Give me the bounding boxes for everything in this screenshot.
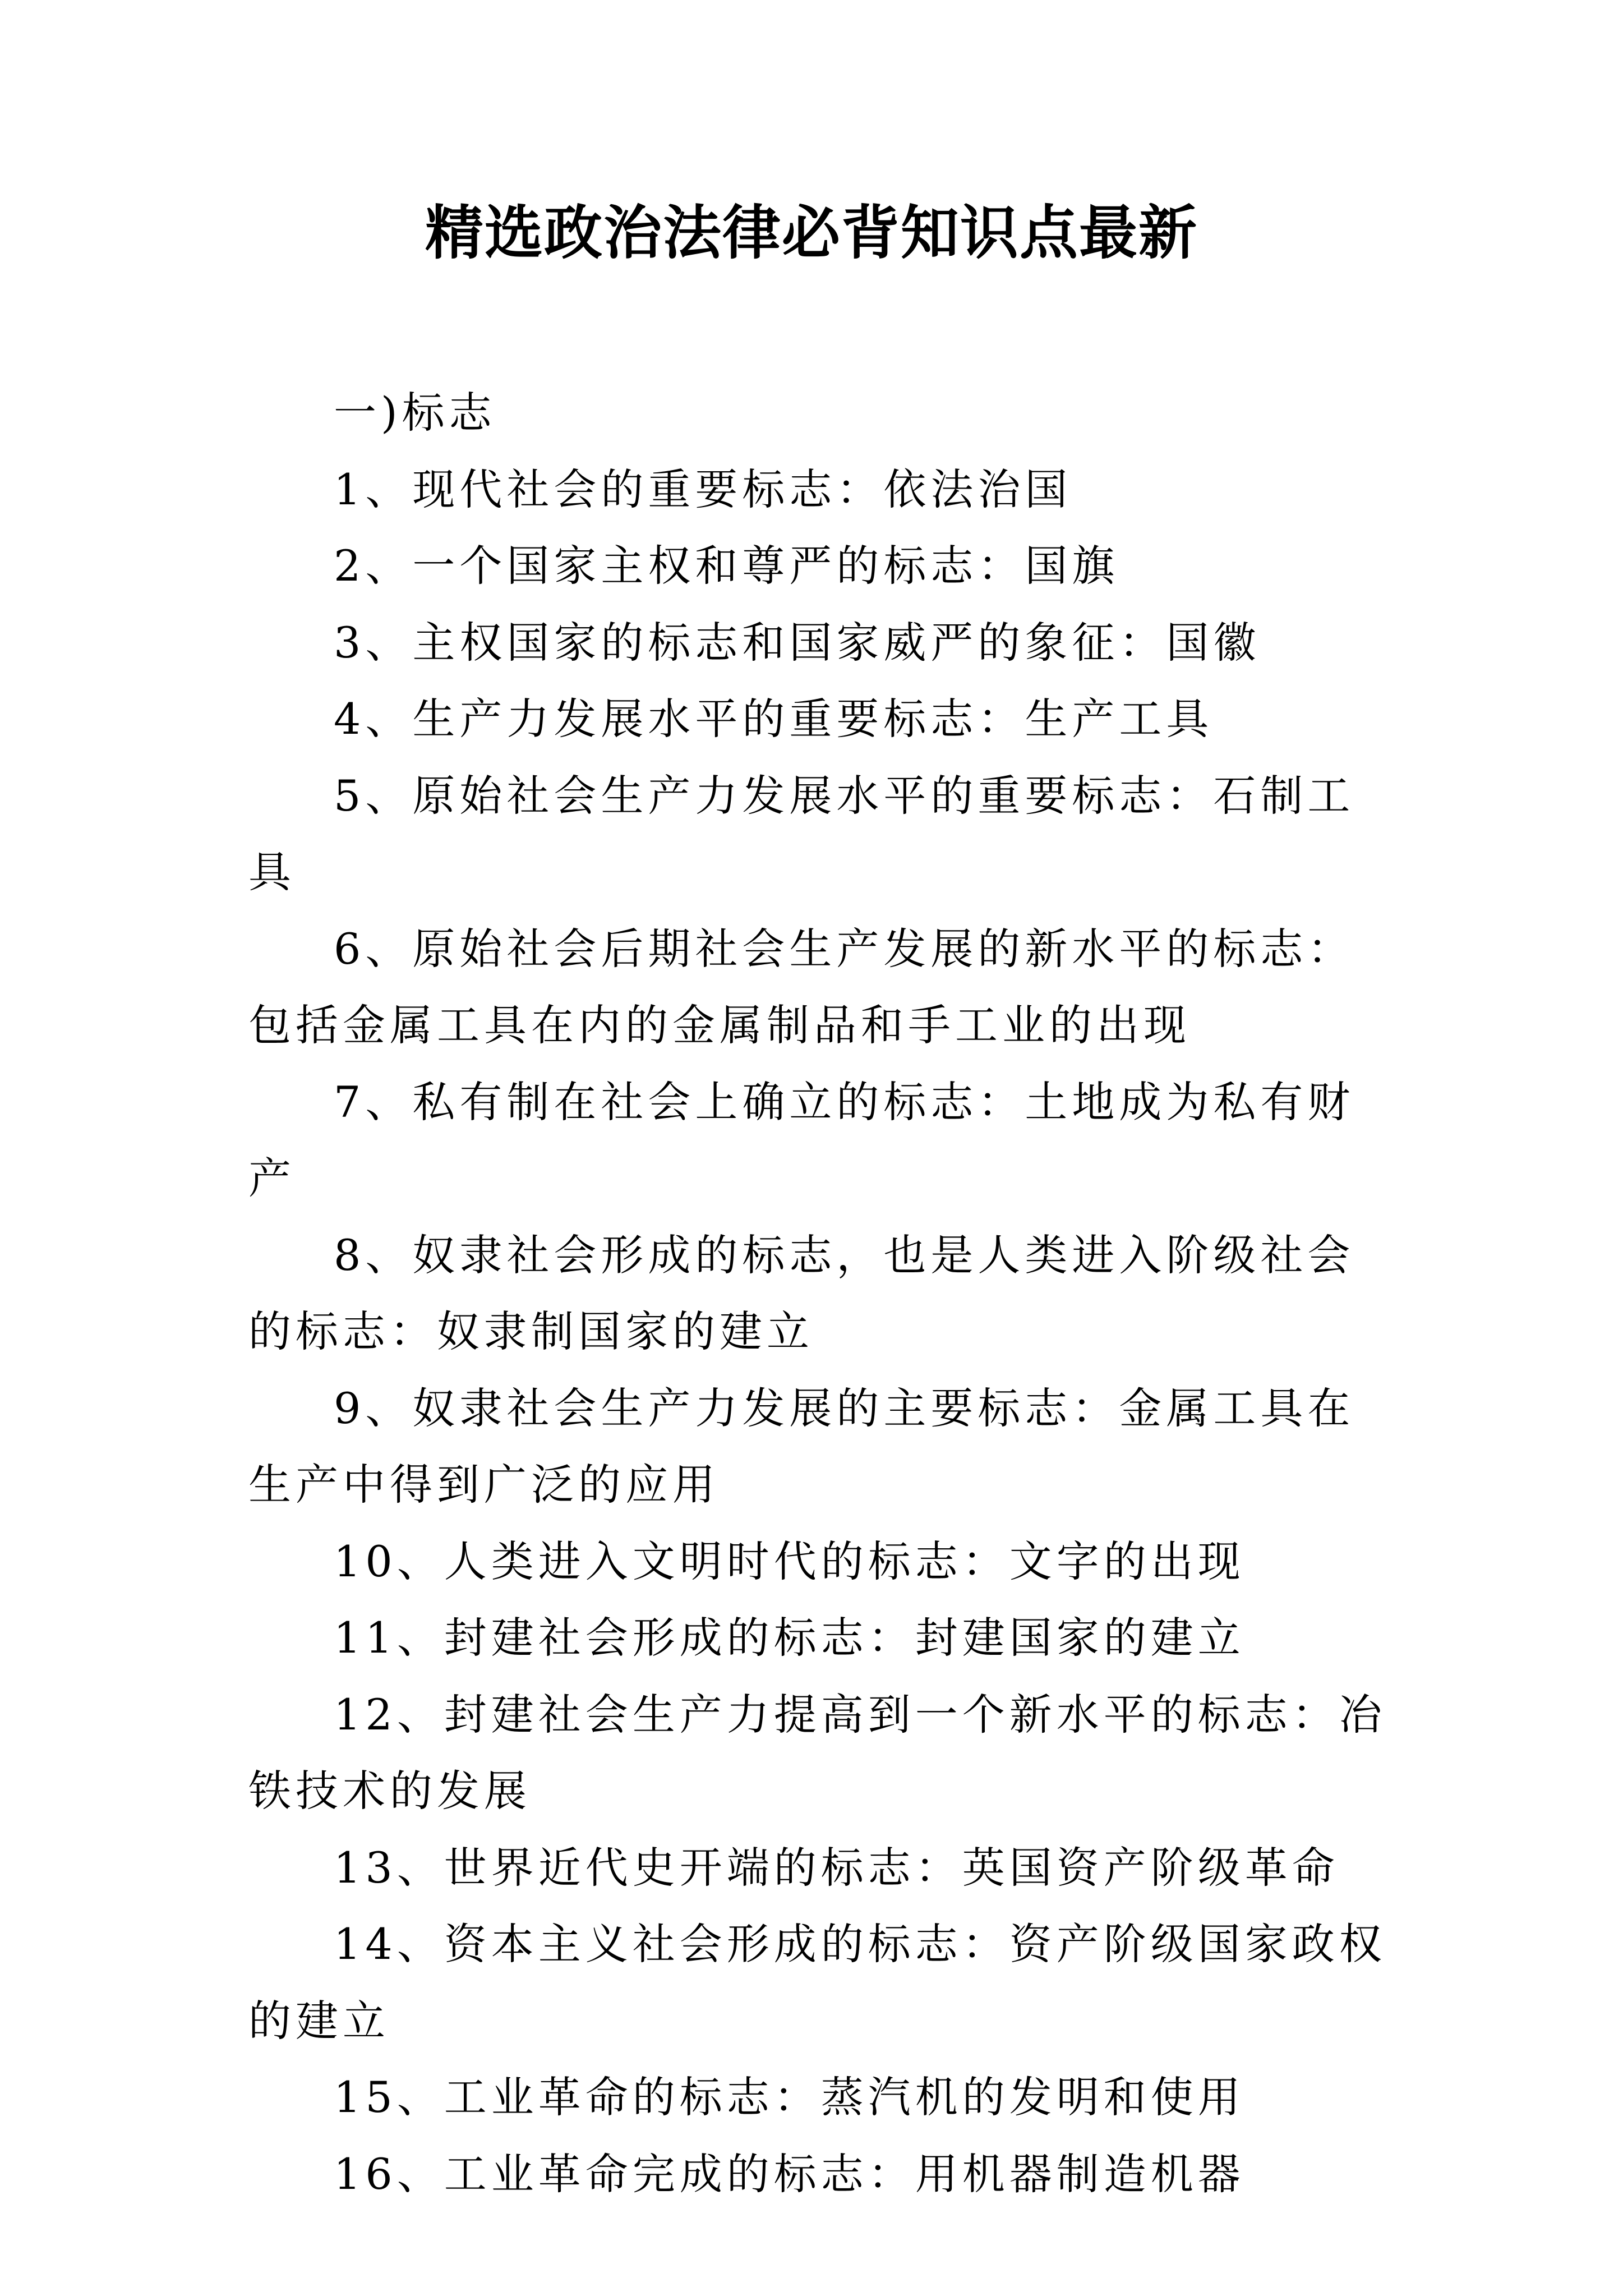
list-item-2: 2、一个国家主权和尊严的标志：国旗 xyxy=(334,541,1119,591)
list-item-11: 11、封建社会形成的标志：封建国家的建立 xyxy=(334,1613,1245,1663)
list-item-13: 13、世界近代史开端的标志：英国资产阶级革命 xyxy=(334,1842,1339,1893)
list-item-3: 3、主权国家的标志和国家威严的象征：国徽 xyxy=(334,617,1261,668)
list-item-7: 7、私有制在社会上确立的标志：土地成为私有财产 xyxy=(248,1076,1355,1203)
list-item-14: 14、资本主义社会形成的标志：资产阶级国家政权的建立 xyxy=(248,1919,1386,2046)
list-item-4: 4、生产力发展水平的重要标志：生产工具 xyxy=(334,694,1214,744)
list-item-10: 10、人类进入文明时代的标志：文字的出现 xyxy=(334,1536,1245,1586)
section-heading: 一)标志 xyxy=(334,388,496,438)
list-item-12: 12、封建社会生产力提高到一个新水平的标志：冶铁技术的发展 xyxy=(248,1689,1386,1816)
list-item-8: 8、奴隶社会形成的标志，也是人类进入阶级社会的标志：奴隶制国家的建立 xyxy=(248,1230,1355,1356)
page-title: 精选政治法律必背知识点最新 xyxy=(425,198,1198,267)
list-item-1: 1、现代社会的重要标志：依法治国 xyxy=(334,464,1072,514)
list-item-6: 6、原始社会后期社会生产发展的新水平的标志：包括金属工具在内的金属制品和手工业的出现 xyxy=(248,923,1355,1050)
list-item-5: 5、原始社会生产力发展水平的重要标志：石制工具 xyxy=(248,770,1355,897)
list-item-16: 16、工业革命完成的标志：用机器制造机器 xyxy=(334,2148,1245,2199)
list-item-15: 15、工业革命的标志：蒸汽机的发明和使用 xyxy=(334,2072,1245,2122)
list-item-9: 9、奴隶社会生产力发展的主要标志：金属工具在生产中得到广泛的应用 xyxy=(248,1383,1355,1510)
document-body xyxy=(248,375,1393,2212)
